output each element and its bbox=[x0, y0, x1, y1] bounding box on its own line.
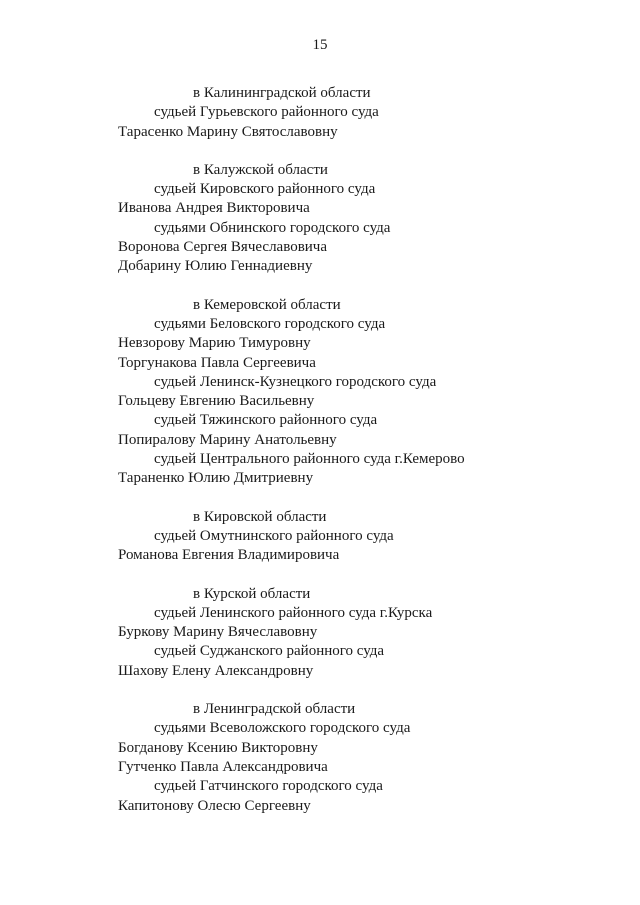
region-section bbox=[0, 161, 640, 277]
page-number: 15 bbox=[312, 37, 328, 53]
region-section bbox=[0, 508, 640, 566]
judge-name: Невзорову Марию Тимуровну bbox=[118, 335, 311, 352]
judge-name: Добарину Юлию Геннадиевну bbox=[118, 258, 313, 275]
document-body bbox=[0, 84, 640, 835]
court-position: судьей Тяжинского районного суда bbox=[154, 412, 378, 429]
judge-name: Капитонову Олесю Сергеевну bbox=[118, 797, 311, 814]
judge-name: Богданову Ксению Викторовну bbox=[118, 739, 318, 756]
court-position: судьями Всеволожского городского суда bbox=[154, 720, 411, 737]
court-position: судьей Центрального районного суда г.Кемерово bbox=[154, 451, 465, 468]
region-section bbox=[0, 84, 640, 142]
region-heading: в Калининградской области bbox=[193, 85, 371, 101]
judge-name: Шахову Елену Александровну bbox=[118, 662, 314, 679]
judge-name: Гольцеву Евгению Васильевну bbox=[118, 393, 315, 410]
judge-name: Тарасенко Марину Святославовну bbox=[118, 123, 338, 140]
court-position: судьей Ленинск-Кузнецкого городского суда bbox=[154, 373, 437, 390]
region-section bbox=[0, 585, 640, 681]
judge-name: Тараненко Юлию Дмитриевну bbox=[118, 470, 314, 487]
region-heading: в Ленинградской области bbox=[193, 701, 356, 718]
court-position: судьями Обнинского городского суда bbox=[154, 219, 391, 236]
judge-name: Романова Евгения Владимировича bbox=[118, 547, 340, 564]
court-position: судьей Гатчинского городского суда bbox=[154, 778, 383, 795]
court-position: судьей Гурьевского районного суда bbox=[154, 104, 379, 121]
judge-name: Буркову Марину Вячеславовну bbox=[118, 624, 318, 641]
judge-name: Воронова Сергея Вячеславовича bbox=[118, 239, 328, 256]
region-heading: в Калужской области bbox=[193, 161, 328, 178]
judge-name: Попиралову Марину Анатольевну bbox=[118, 431, 337, 448]
judge-name: Торгунакова Павла Сергеевича bbox=[118, 354, 316, 371]
court-position: судьей Кировского районного суда bbox=[154, 181, 376, 198]
region-heading: в Курской области bbox=[193, 585, 311, 602]
region-section bbox=[0, 296, 640, 489]
region-heading: в Кемеровской области bbox=[193, 296, 341, 313]
region-heading: в Кировской области bbox=[193, 508, 327, 525]
court-position: судьей Суджанского районного суда bbox=[154, 643, 385, 660]
court-position: судьями Беловского городского суда bbox=[154, 315, 386, 332]
judge-name: Гутченко Павла Александровича bbox=[118, 758, 328, 775]
court-position: судьей Омутнинского районного суда bbox=[154, 527, 394, 544]
region-section bbox=[0, 700, 640, 816]
judge-name: Иванова Андрея Викторовича bbox=[118, 200, 310, 217]
court-position: судьей Ленинского районного суда г.Курска bbox=[154, 604, 433, 621]
